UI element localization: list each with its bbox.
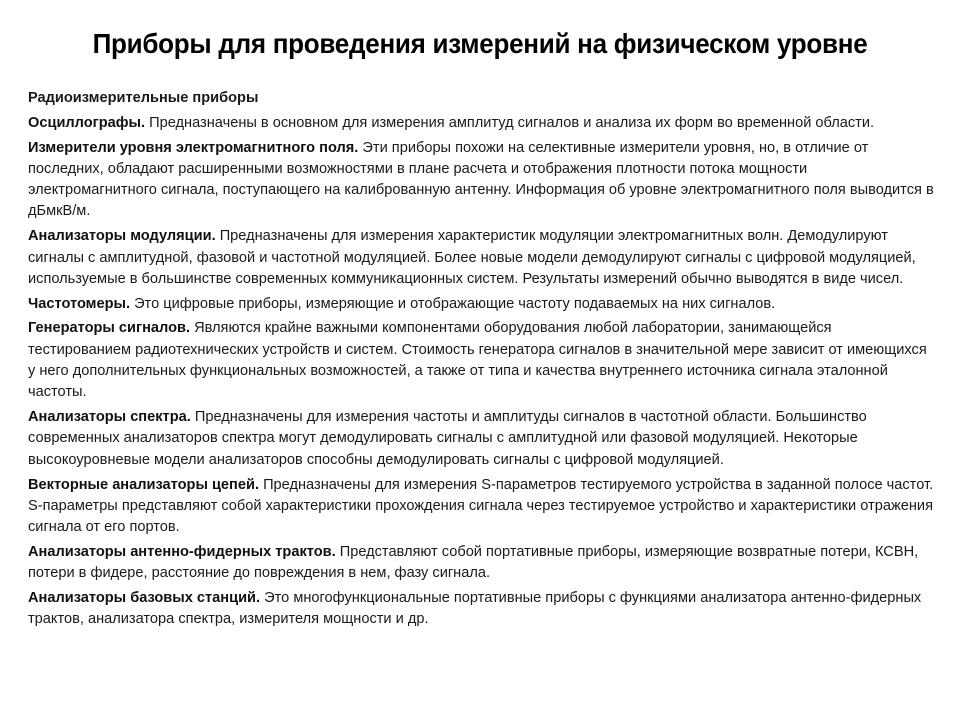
term-em-field-meters: Измерители уровня электромагнитного поля.: [28, 139, 359, 156]
paragraph-modulation-analyzers: [28, 226, 938, 290]
term-frequency-counters: Частотомеры.: [28, 295, 131, 312]
paragraph-oscilloscopes: [28, 113, 938, 134]
section-heading: Радиоизмерительные приборы: [28, 90, 259, 106]
paragraph-antenna-feeder-analyzers: [28, 542, 938, 585]
description-base-station-analyzers: Это многофункциональные портативные приборы с функциями анализатора антенно-фидерных трактов, анализатора спектра, измерителя мощности и др.: [28, 590, 922, 628]
description-antenna-feeder-analyzers: Представляют собой портативные приборы, измеряющие возвратные потери, КСВН, потери в фидере, расстояние до повреждения в нем, фазу сигнала.: [28, 543, 919, 582]
term-spectrum-analyzers: Анализаторы спектра.: [28, 409, 191, 426]
paragraph-base-station-analyzers: [28, 588, 938, 631]
description-oscilloscopes: Предназначены в основном для измерения амплитуд сигналов и анализа их форм во временной области.: [145, 114, 875, 131]
description-em-field-meters: Эти приборы похожи на селективные измерители уровня, но, в отличие от последних, обладают расширенными возможностями в плане расчета и отображения плотности потока мощности электромагнитного сигнала, поступающего на калиброванную антенну. Информация об уровне электромагнитного поля выводится в дБмкВ/м.: [28, 139, 934, 220]
paragraph-spectrum-analyzers: [28, 407, 938, 471]
paragraph-signal-generators: [28, 318, 938, 403]
description-frequency-counters: Это цифровые приборы, измеряющие и отображающие частоту подаваемых на них сигналов.: [130, 295, 776, 312]
slide-body: [28, 88, 938, 634]
term-antenna-feeder-analyzers: Анализаторы антенно-фидерных трактов.: [28, 543, 336, 560]
description-vector-network-analyzers: Предназначены для измерения S-параметров тестируемого устройства в заданной полосе частот. S-параметры представляют собой характеристики прохождения сигнала через тестируемое устройство и характеристики отражения сигнала от его портов.: [28, 476, 934, 536]
term-signal-generators: Генераторы сигналов.: [28, 320, 191, 337]
paragraph-em-field-meters: [28, 138, 938, 223]
term-modulation-analyzers: Анализаторы модуляции.: [28, 228, 216, 245]
paragraph-frequency-counters: [28, 294, 938, 315]
term-vector-network-analyzers: Векторные анализаторы цепей.: [28, 476, 260, 493]
paragraph-vector-network-analyzers: [28, 475, 938, 539]
description-spectrum-analyzers: Предназначены для измерения частоты и амплитуды сигналов в частотной области. Большинство современных анализаторов спектра могут демодулировать сигналы с амплитудной или фазовой модуляцией. Некоторые высокоуровневые модели анализаторов способны демодулировать сигналы с цифровой модуляцией.: [28, 409, 867, 468]
description-modulation-analyzers: Предназначены для измерения характеристик модуляции электромагнитных волн. Демодулируют сигналы с амплитудной, фазовой и частотной модуляцией. Более новые модели демодулируют сигналы с цифровой модуляцией, используемые в большинстве современных коммуникационных систем. Результаты измерений обычно выводятся в виде чисел.: [28, 228, 916, 287]
description-signal-generators: Являются крайне важными компонентами оборудования любой лаборатории, занимающейся тестированием радиотехнических устройств и систем. Стоимость генератора сигналов в значительной мере зависит от имеющихся у него дополнительных функциональных возможностей, а также от типа и качества внутреннего источника сигнала эталонной частоты.: [28, 320, 927, 401]
slide-title: Приборы для проведения измерений на физическом уровне: [92, 28, 868, 59]
term-oscilloscopes: Осциллографы.: [28, 114, 146, 131]
term-base-station-analyzers: Анализаторы базовых станций.: [28, 590, 261, 607]
